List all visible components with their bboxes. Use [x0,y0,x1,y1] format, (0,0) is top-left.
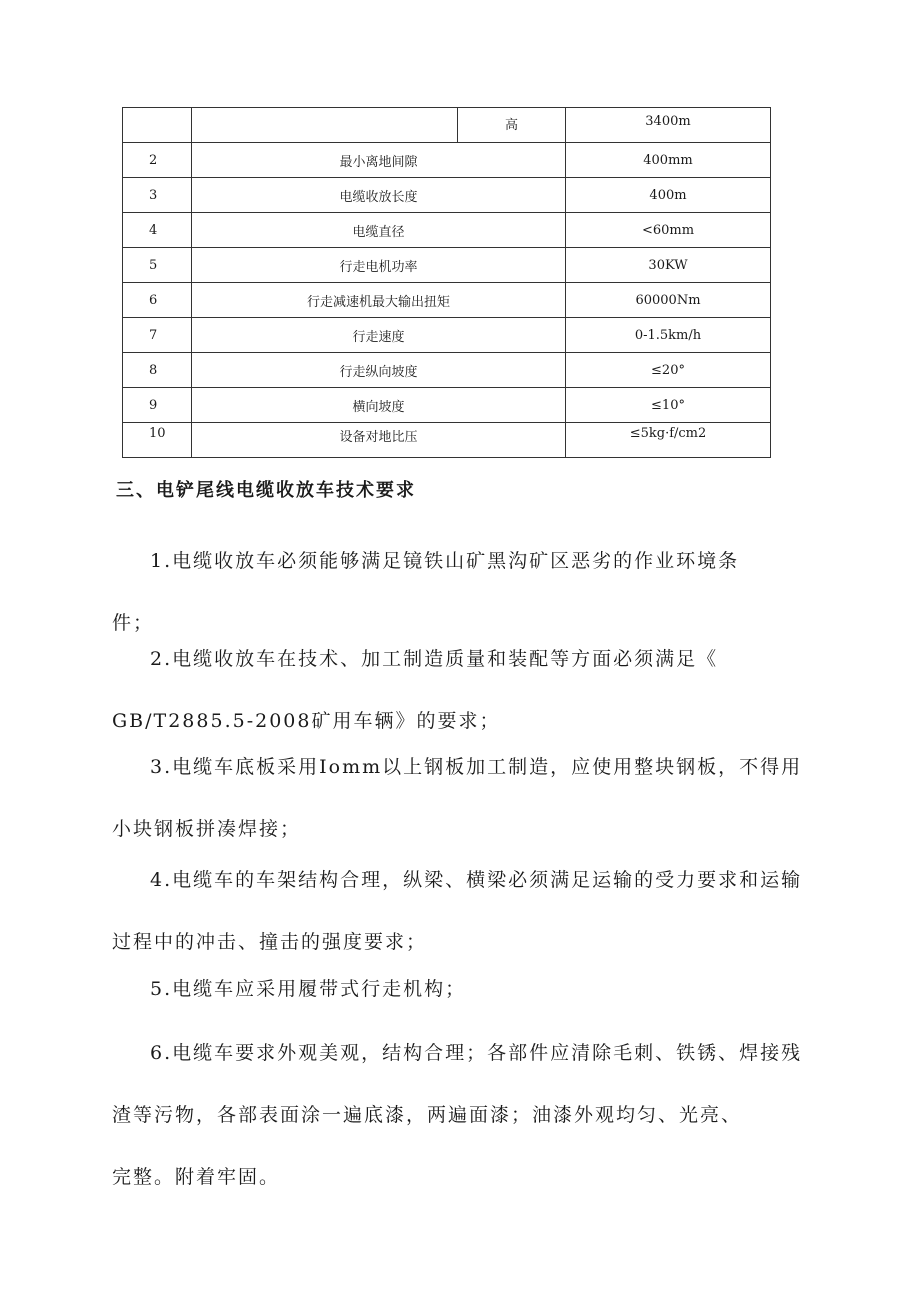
paragraph-line: 完整。附着牢固。 [112,1166,281,1188]
table-cell-item: 行走电机功率 [192,248,566,283]
table-cell-value: ≤20° [566,353,771,388]
table-cell-no: 4 [123,213,192,248]
table-row [123,143,771,178]
table-cell-sublabel: 高 [458,108,566,143]
table-cell-item: 电缆收放长度 [192,178,566,213]
table-cell-value: 3400m [566,108,771,143]
paragraph-line: GB/T2885.5-2008矿用车辆》的要求； [112,710,501,732]
table-cell-item: 行走速度 [192,318,566,353]
paragraph-line: 小块钢板拼凑焊接； [112,818,302,840]
table-row [123,108,771,143]
paragraph-line: 3.电缆车底板采用Iomm以上钢板加工制造，应使用整块钢板，不得用 [150,756,803,778]
paragraph-line: 件； [112,612,155,634]
requirement-paragraph-6 [112,1022,803,1208]
table-cell-no: 6 [123,283,192,318]
table-cell-value: 60000Nm [566,283,771,318]
requirement-paragraph-4 [112,849,803,973]
table-cell-no: 9 [123,388,192,423]
table-cell-value: 400mm [566,143,771,178]
table-cell-no: 3 [123,178,192,213]
table-row [123,248,771,283]
table-row [123,213,771,248]
requirement-paragraph-3 [112,736,803,860]
table-row [123,423,771,458]
table-cell-no: 2 [123,143,192,178]
table-cell-item: 设备对地比压 [192,423,566,458]
table-cell-no: 10 [123,423,192,458]
table-cell-no: 5 [123,248,192,283]
requirement-paragraph-5 [112,958,792,1020]
table-cell-item: 行走减速机最大输出扭矩 [192,283,566,318]
table-cell-item [192,108,458,143]
table-cell-value: ≤10° [566,388,771,423]
table-row [123,388,771,423]
table-cell-value: <60mm [566,213,771,248]
spec-table [122,107,771,458]
table-cell-value: 400m [566,178,771,213]
table-cell-no: 7 [123,318,192,353]
table-row [123,283,771,318]
paragraph-line: 6.电缆车要求外观美观，结构合理；各部件应清除毛刺、铁锈、焊接残 [150,1042,803,1064]
paragraph-line: 过程中的冲击、撞击的强度要求； [112,931,428,953]
table-row [123,178,771,213]
paragraph-line: 5.电缆车应采用履带式行走机构； [150,978,467,1000]
requirement-paragraph-2 [112,628,792,752]
paragraph-line: 1.电缆收放车必须能够满足镜铁山矿黑沟矿区恶劣的作业环境条 [150,550,740,572]
table-cell-value: ≤5kg·f/cm2 [566,423,771,458]
table-row [123,353,771,388]
table-cell-item: 最小离地间隙 [192,143,566,178]
table-cell-value: 0-1.5km/h [566,318,771,353]
paragraph-line: 渣等污物，各部表面涂一遍底漆，两遍面漆；油漆外观均匀、光亮、 [112,1104,743,1126]
table-cell-item: 电缆直径 [192,213,566,248]
section-heading: 三、电铲尾线电缆收放车技术要求 [116,480,416,501]
paragraph-line: 2.电缆收放车在技术、加工制造质量和装配等方面必须满足《 [150,648,719,670]
table-row [123,318,771,353]
table-cell-value: 30KW [566,248,771,283]
table-cell-item: 横向坡度 [192,388,566,423]
paragraph-line: 4.电缆车的车架结构合理，纵梁、横梁必须满足运输的受力要求和运输 [150,869,803,891]
table-cell-no [123,108,192,143]
table-cell-no: 8 [123,353,192,388]
table-cell-item: 行走纵向坡度 [192,353,566,388]
